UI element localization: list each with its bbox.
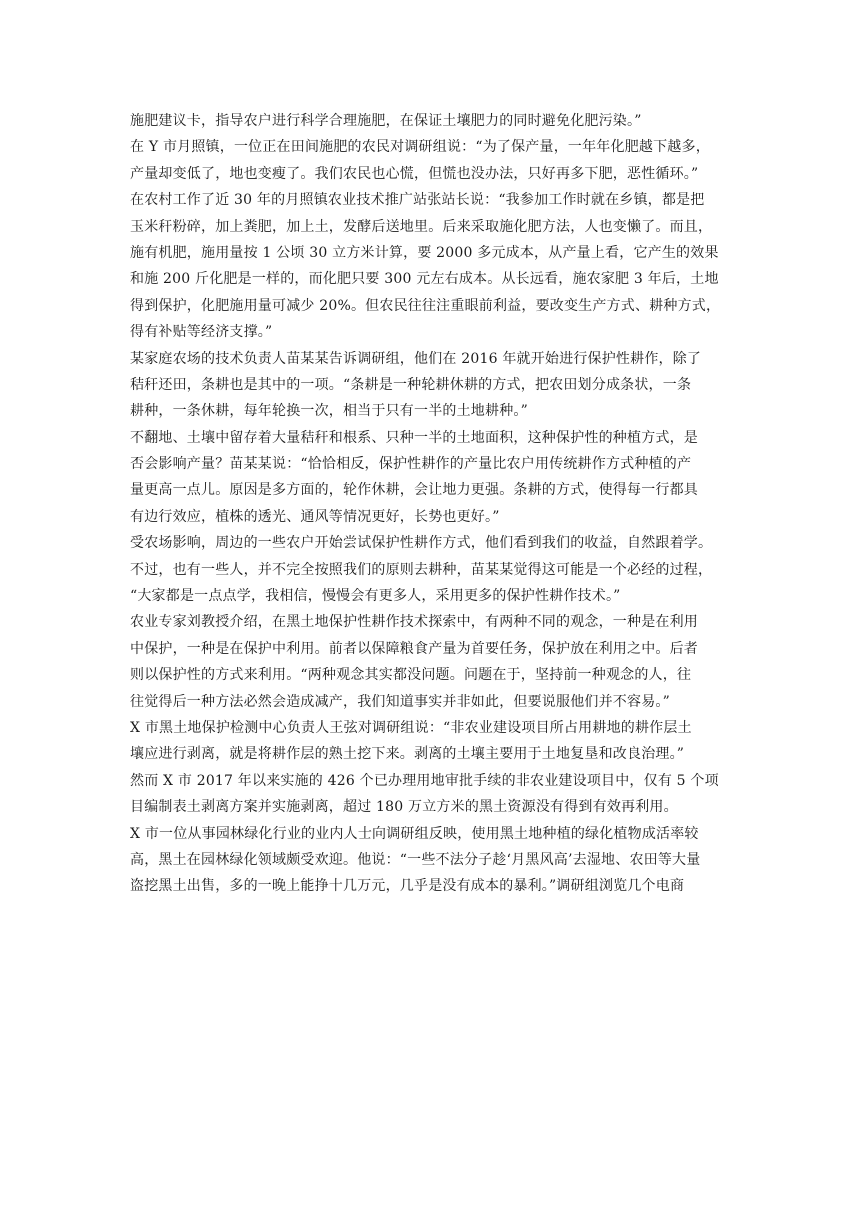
text-line: X 市黑土地保护检测中心负责人王弦对调研组说：“非农业建设项目所占用耕地的耕作层土 [130,719,692,736]
text-line: 玉米秆粉碎，加上粪肥，加上土，发酵后送地里。后来采取施化肥方法，人也变懒了。而且， [130,218,713,235]
text-line: 受农场影响，周边的一些农户开始尝试保护性耕作方式，他们看到我们的收益，自然跟着学。 [130,535,713,552]
text-line: X 市一位从事园林绿化行业的业内人士向调研组反映，使用黑土地种植的绿化植物成活率较 [130,825,699,842]
text-line: 得到保护，化肥施用量可减少 20%。但农民往往注重眼前利益，要改变生产方式、耕种方式， [130,297,721,314]
text-line: 施肥建议卡，指导农户进行科学合理施肥，在保证土壤肥力的同时避免化肥污染。” [130,113,642,129]
text-line: 否会影响产量？苗某某说：“恰恰相反，保护性耕作的产量比农户用传统耕作方式种植的产 [130,456,692,473]
text-line: 在 Y 市月照镇，一位正在田间施肥的农民对调研组说：“为了保产量，一年年化肥越下越多， [130,139,710,156]
text-line: 目编制表土剥离方案并实施剥离，超过 180 万立方米的黑土资源没有得到有效再利用。 [130,799,678,816]
text-line: 然而 X 市 2017 年以来实施的 426 个已办理用地审批手续的非农业建设项目中，仅有 5 个项 [130,772,719,789]
document-body [130,108,770,900]
text-line: 高，黑土在园林绿化领域颇受欢迎。他说：“一些不法分子趁‘月黑风高’去湿地、农田等大量 [130,851,701,868]
text-line: 有边行效应，植株的透光、通风等情况更好，长势也更好。” [130,508,500,525]
text-line: 某家庭农场的技术负责人苗某某告诉调研组，他们在 2016 年就开始进行保护性耕作，除了 [130,350,702,367]
text-line: 不翻地、土壤中留存着大量秸秆和根系、只种一半的土地面积，这种保护性的种植方式，是 [130,429,698,446]
text-line: 不过，也有一些人，并不完全按照我们的原则去耕种，苗某某觉得这可能是一个必经的过程， [130,561,713,578]
text-line: 往觉得后一种方法必然会造成减产，我们知道事实并非如此，但要说服他们并不容易。” [130,693,670,710]
text-line: 产量却变低了，地也变瘦了。我们农民也心慌，但慌也没办法，只好再多下肥，恶性循环。” [130,165,699,182]
text-line: 盗挖黑土出售，多的一晚上能挣十几万元，几乎是没有成本的暴利。”调研组浏览几个电商 [130,878,685,895]
text-line: 施有机肥，施用量按 1 公顷 30 立方米计算，要 2000 多元成本，从产量上看，它产生的效果 [130,244,719,261]
text-line: 秸秆还田，条耕也是其中的一项。“条耕是一种轮耕休耕的方式，把农田划分成条状，一条 [130,376,692,393]
text-line: 在农村工作了近 30 年的月照镇农业技术推广站张站长说：“我参加工作时就在乡镇，都是把 [130,192,705,209]
text-line: 耕种，一条休耕，每年轮换一次，相当于只有一半的土地耕种。” [130,403,528,420]
text-line: 则以保护性的方式来利用。“两种观念其实都没问题。问题在于，坚持前一种观念的人，往 [130,667,692,684]
text-line: 和施 200 斤化肥是一样的，而化肥只要 300 元左右成本。从长远看，施农家肥 3 年后，土地 [130,271,719,288]
text-line: 农业专家刘教授介绍，在黑土地保护性耕作技术探索中，有两种不同的观念，一种是在利用 [130,614,698,631]
text-line: 中保护，一种是在保护中利用。前者以保障粮食产量为首要任务，保护放在利用之中。后者 [130,640,698,657]
text-line: 量更高一点儿。原因是多方面的，轮作休耕，会让地力更强。条耕的方式，使得每一行都具 [130,482,698,499]
text-line: 壤应进行剥离，就是将耕作层的熟土挖下来。剥离的土壤主要用于土地复垦和改良治理。” [130,746,685,763]
text-line: “大家都是一点点学，我相信，慢慢会有更多人，采用更多的保护性耕作技术。” [130,588,621,605]
text-line: 得有补贴等经济支撑。” [130,324,273,341]
